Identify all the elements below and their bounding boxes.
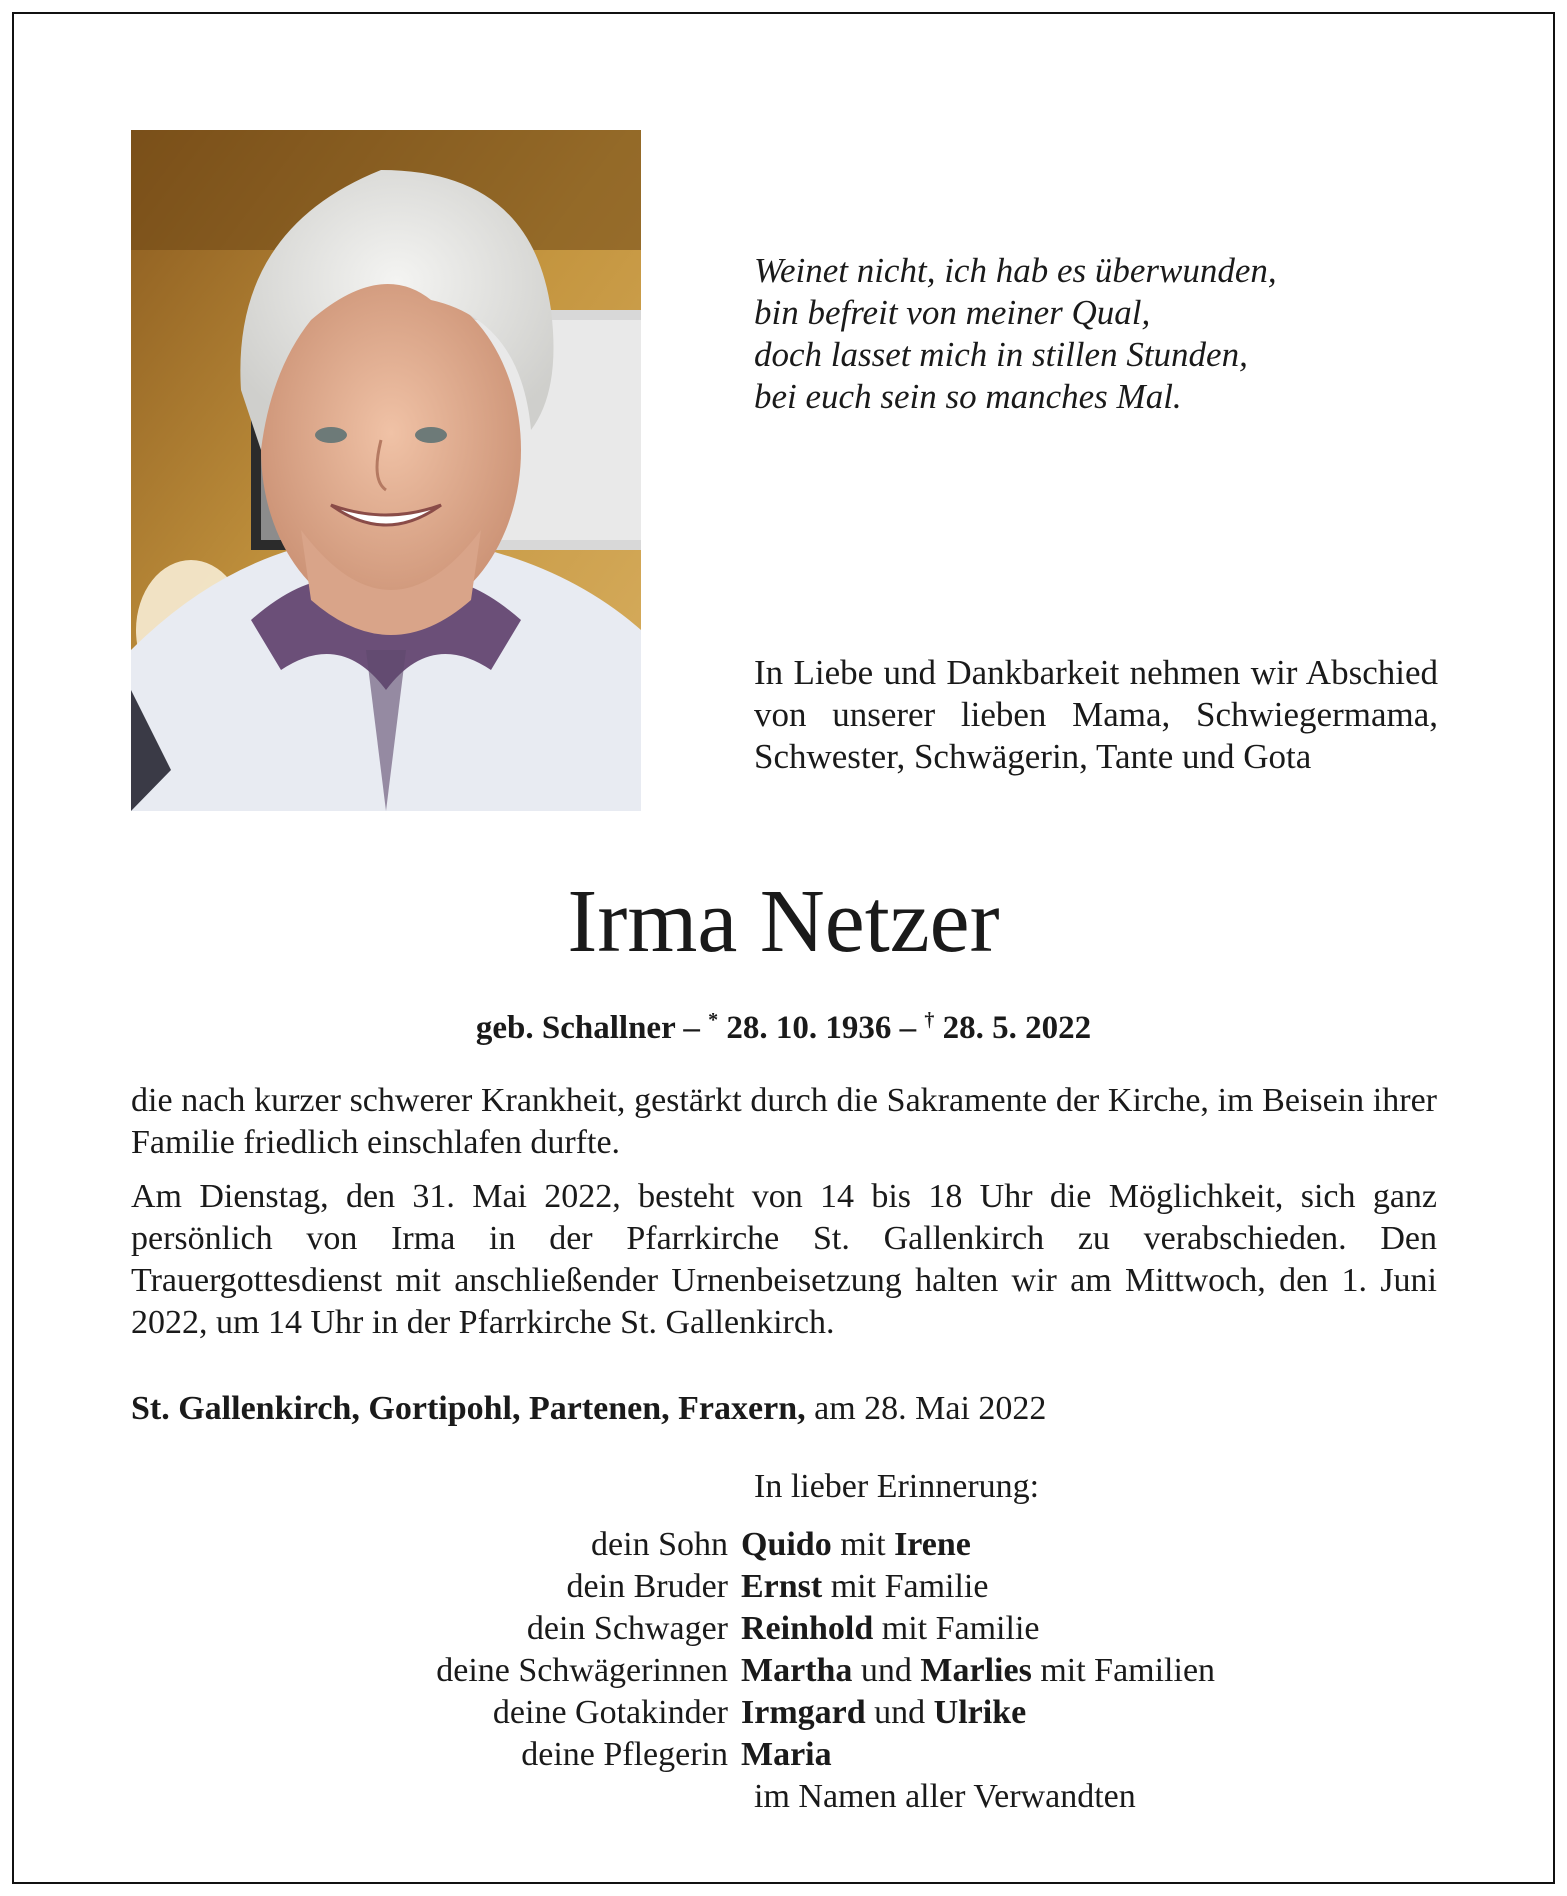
- remembrance-heading: In lieber Erinnerung:: [754, 1468, 1040, 1505]
- deceased-name: Irma Netzer: [567, 872, 1000, 971]
- birth-symbol: *: [708, 1009, 719, 1031]
- mourner-names: Reinhold mit Familie: [741, 1610, 1040, 1647]
- mourner-names: Irmgard und Ulrike: [741, 1694, 1027, 1731]
- mourner-row: [131, 1692, 1471, 1734]
- place-date-line: [131, 1388, 1437, 1430]
- mourner-row: [131, 1566, 1471, 1608]
- verse-line: bin befreit von meiner Qual,: [754, 293, 1151, 332]
- birth-date: 28. 10. 1936: [718, 1010, 892, 1046]
- dash: –: [675, 1010, 709, 1046]
- mourner-names: Martha und Marlies mit Familien: [741, 1652, 1216, 1689]
- relation: deine Pflegerin: [521, 1736, 728, 1773]
- places: St. Gallenkirch, Gortipohl, Partenen, Fraxern,: [131, 1390, 806, 1427]
- verse-poem: [754, 250, 1474, 418]
- relation: deine Schwägerinnen: [436, 1652, 728, 1689]
- mourner-row: [131, 1650, 1471, 1692]
- portrait-photo: [131, 130, 641, 811]
- relation: dein Schwager: [526, 1610, 728, 1647]
- mourner-row: [131, 1608, 1471, 1650]
- life-dates: [0, 1000, 1567, 1048]
- mourner-names: Ernst mit Familie: [741, 1568, 989, 1605]
- relation: dein Sohn: [591, 1526, 728, 1563]
- body-paragraph: Am Dienstag, den 31. Mai 2022, besteht von 14 bis 18 Uhr die Möglichkeit, sich ganz persönlich von Irma in der Pfarrkirche St. Gallenkirch zu verabschieden. Den Trauergottesdienst mit anschließender Urnenbeisetzung halten wir am Mittwoch, den 1. Juni 2022, um 14 Uhr in der Pfarrkirche St. Gallenkirch.: [131, 1178, 1437, 1341]
- mourners-list: [131, 1524, 1471, 1818]
- death-symbol: †: [924, 1009, 935, 1031]
- mourner-row: [131, 1524, 1471, 1566]
- relation: dein Bruder: [566, 1568, 728, 1605]
- mourner-names: Quido mit Irene: [741, 1526, 971, 1563]
- relation: deine Gotakinder: [492, 1694, 728, 1731]
- verse-line: Weinet nicht, ich hab es überwunden,: [754, 251, 1277, 290]
- verse-line: doch lasset mich in stillen Stunden,: [754, 335, 1248, 374]
- place-date: am 28. Mai 2022: [805, 1390, 1047, 1427]
- birth-name: geb. Schallner: [475, 1010, 676, 1046]
- dash: –: [891, 1010, 925, 1046]
- death-date: 28. 5. 2022: [934, 1010, 1092, 1046]
- mourner-names: Maria: [741, 1736, 832, 1773]
- announcement-body: [131, 1080, 1437, 1356]
- intro-text: In Liebe und Dankbarkeit nehmen wir Abschied von unserer lieben Mama, Schwiegermama, Schwester, Schwägerin, Tante und Gota: [754, 653, 1438, 776]
- body-paragraph: die nach kurzer schwerer Krankheit, gestärkt durch die Sakramente der Kirche, im Beisein ihrer Familie friedlich einschlafen durfte.: [131, 1082, 1437, 1161]
- closing-line: im Namen aller Verwandten: [754, 1778, 1136, 1815]
- verse-line: bei euch sein so manches Mal.: [754, 377, 1182, 416]
- mourner-row: [131, 1734, 1471, 1776]
